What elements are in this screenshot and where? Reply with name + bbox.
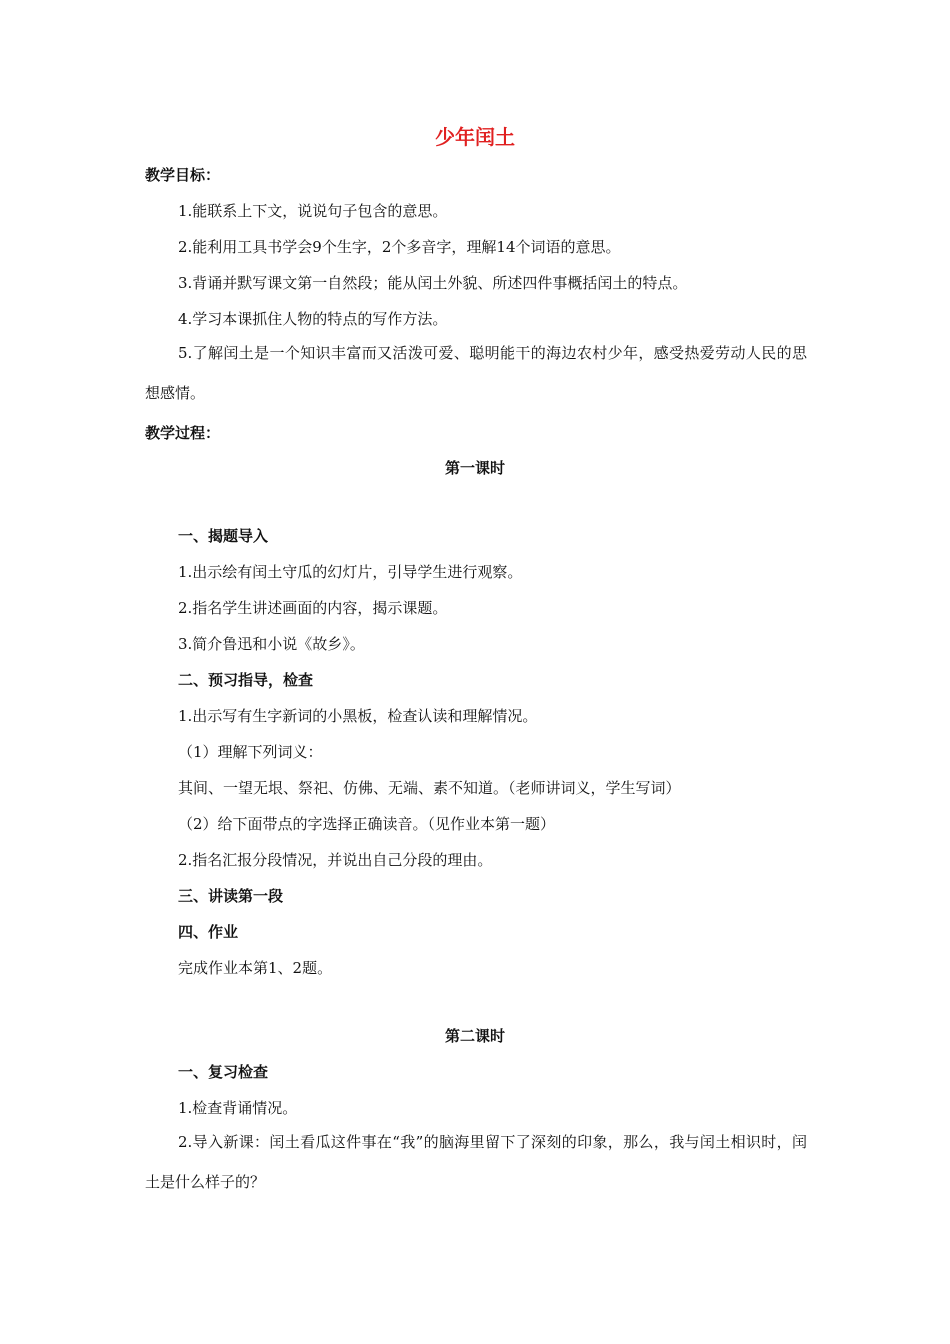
lesson1-s4-text: 完成作业本第1、2题。: [178, 959, 333, 977]
lesson1-s2-sub-2: （2）给下面带点的字选择正确读音。（见作业本第一题）: [178, 815, 556, 833]
lesson1-title: 第一课时: [444, 459, 505, 477]
lesson1-section3-heading: 三、讲读第一段: [178, 887, 284, 905]
lesson2-title: 第二课时: [444, 1027, 505, 1045]
document-title: 少年闰土: [435, 125, 515, 149]
goal-item-5: 5.了解闰土是一个知识丰富而又活泼可爱、聪明能干的海边农村少年，感受热爱劳动人民的思想感情。: [145, 344, 807, 402]
lesson1-s1-item-3: 3.简介鲁迅和小说《故乡》。: [178, 635, 365, 653]
lesson1-s2-sub-1: （1）理解下列词义：: [178, 743, 323, 761]
lesson1-s1-item-1: 1.出示绘有闰土守瓜的幻灯片，引导学生进行观察。: [178, 563, 523, 581]
lesson1-s2-item-1: 1.出示写有生字新词的小黑板，检查认读和理解情况。: [178, 707, 538, 725]
process-heading: 教学过程：: [145, 424, 221, 442]
lesson2-item-2: 2.导入新课：闰土看瓜这件事在“我”的脑海里留下了深刻的印象，那么，我与闰土相识时，闰土是什么样子的？: [145, 1133, 807, 1191]
lesson1-section1-heading: 一、揭题导入: [178, 527, 269, 545]
goals-heading: 教学目标：: [145, 166, 221, 184]
lesson2-section1-heading: 一、复习检查: [178, 1063, 269, 1081]
goal-item-1: 1.能联系上下文，说说句子包含的意思。: [178, 202, 448, 220]
lesson1-section2-heading: 二、预习指导，检查: [178, 671, 314, 689]
goal-item-3: 3.背诵并默写课文第一自然段；能从闰土外貌、所述四件事概括闰土的特点。: [178, 274, 688, 292]
goal-item-2: 2.能利用工具书学会9个生字，2个多音字，理解14个词语的意思。: [178, 238, 621, 256]
lesson2-item-1: 1.检查背诵情况。: [178, 1099, 298, 1117]
lesson1-s2-words: 其间、一望无垠、祭祀、仿佛、无端、素不知道。（老师讲词义，学生写词）: [178, 779, 681, 797]
lesson1-section4-heading: 四、作业: [178, 923, 239, 941]
goal-item-4: 4.学习本课抓住人物的特点的写作方法。: [178, 310, 448, 328]
lesson1-s1-item-2: 2.指名学生讲述画面的内容，揭示课题。: [178, 599, 448, 617]
lesson1-s2-item-2: 2.指名汇报分段情况，并说出自己分段的理由。: [178, 851, 493, 869]
